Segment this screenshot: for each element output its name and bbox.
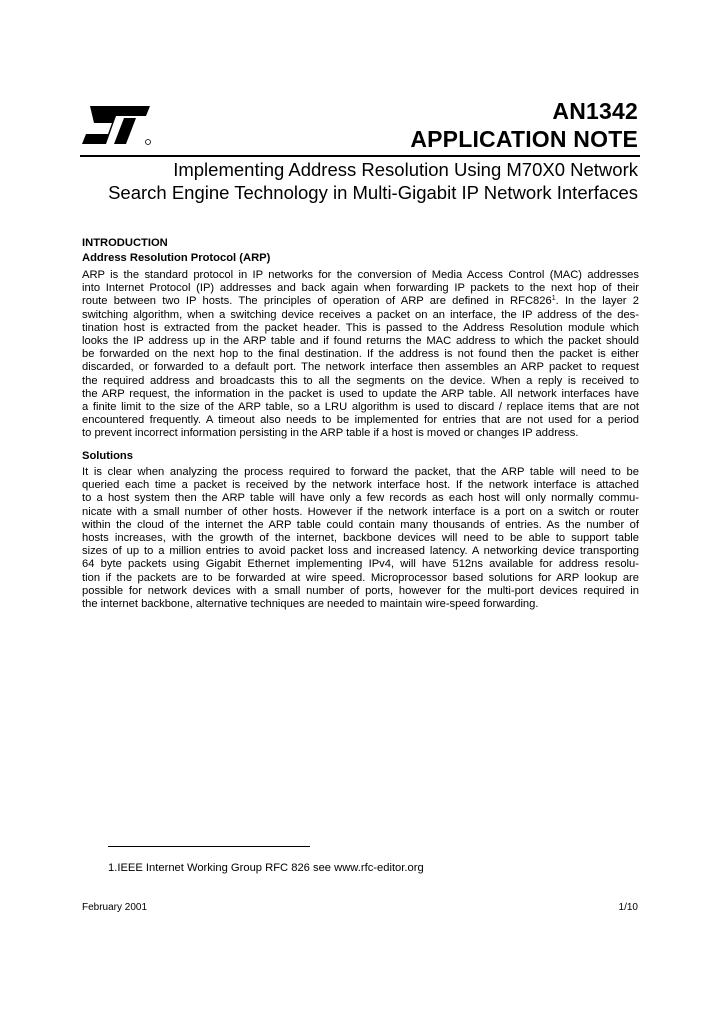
text-line: a finite limit to the size of the ARP table, so a LRU algorithm is used to discard / replace items that are not <box>82 400 639 413</box>
text-line: discarded, or forwarded to a default port. The network interface then assembles an ARP packet to request <box>82 361 639 374</box>
text-line: tion if the packets are to be forwarded at wire speed. Microprocessor based solutions for ARP lookup are <box>82 571 639 584</box>
text-line: hosts increases, with the growth of the internet, backbone devices will need to be able to support table <box>82 531 639 544</box>
document-title-line-1: Implementing Address Resolution Using M70X0 Network <box>173 159 638 180</box>
text-line: the internet backbone, alternative techniques are needed to maintain wire-speed forwarding. <box>82 597 539 610</box>
text-line: within the cloud of the internet the ARP table could contain many thousands of entries. As the number of <box>82 518 639 531</box>
footnote-ref[interactable]: 1 <box>551 295 556 303</box>
footnote-rule <box>108 846 310 847</box>
document-title-line-2: Search Engine Technology in Multi-Gigabit IP Network Interfaces <box>108 182 638 203</box>
subsection-title-arp: Address Resolution Protocol (ARP) <box>82 252 271 264</box>
text-line: sizes of up to a million entries to avoid packet loss and increased latency. A networking device transporting <box>82 545 639 558</box>
footer-date: February 2001 <box>82 902 148 913</box>
text-line: 64 byte packets using Gigabit Ethernet implementing IPv4, will have 512ns available for address resolu- <box>82 558 639 571</box>
text-line: encountered frequently. A timeout also needs to be implemented for entries that are not used for a period <box>82 414 639 427</box>
text-line: nicate with a small number of other hosts. However if the network interface is a port on a switch or router <box>82 505 639 518</box>
text-line: possible for network devices with a small number of ports, however for the multi-port devices required in <box>82 584 639 597</box>
text-line: looks the IP address up in the ARP table and if found returns the MAC address to which the packet should <box>82 334 639 347</box>
st-logo <box>80 104 152 146</box>
text-line: the required address and broadcasts this to all the segments on the device. When a reply is received to <box>82 374 639 387</box>
text-line: tination host is extracted from the packet header. This is passed to the Address Resolution module which <box>82 321 639 334</box>
subsection-title-solutions: Solutions <box>82 450 133 462</box>
text-line: be forwarded on the next hop to the final destination. If the address is not found then the packet is either <box>82 348 639 361</box>
footer-page-number: 1/10 <box>618 902 638 913</box>
text-line: ARP is the standard protocol in IP networks for the conversion of Media Access Control (MAC) addresses <box>82 269 639 281</box>
footnote: 1.IEEE Internet Working Group RFC 826 see www.rfc-editor.org <box>108 862 424 874</box>
text-line: into Internet Protocol (IP) addresses and back again when forwarding IP packets to the next hop of their <box>82 282 639 295</box>
paragraph-arp <box>82 269 639 440</box>
text-line: to a host system then the ARP table will have only a few records as each host will only normally commu- <box>82 492 639 505</box>
text-line <box>82 295 639 308</box>
paragraph-solutions <box>82 466 639 611</box>
document-id: AN1342 <box>552 98 638 124</box>
text-line-part: . In the layer 2 <box>555 295 639 308</box>
text-line-part: route between two IP hosts. The principles of operation of ARP are defined in RFC826 <box>82 295 552 308</box>
text-line: queried each time a packet is received by the network interface host. If the network interface is attached <box>82 479 639 492</box>
text-line: to prevent incorrect information persisting in the ARP table if a host is moved or changes IP address. <box>82 427 579 440</box>
text-line: the ARP request, the information in the packet is used to update the ARP table. All network interfaces have <box>82 387 639 400</box>
text-line: It is clear when analyzing the process required to forward the packet, that the ARP table will need to be <box>82 466 639 478</box>
header-rule <box>80 155 640 157</box>
section-heading: INTRODUCTION <box>82 237 168 249</box>
document-type: APPLICATION NOTE <box>410 126 638 152</box>
text-line: switching algorithm, when a switching device receives a packet on an interface, the IP address of the des- <box>82 308 639 321</box>
